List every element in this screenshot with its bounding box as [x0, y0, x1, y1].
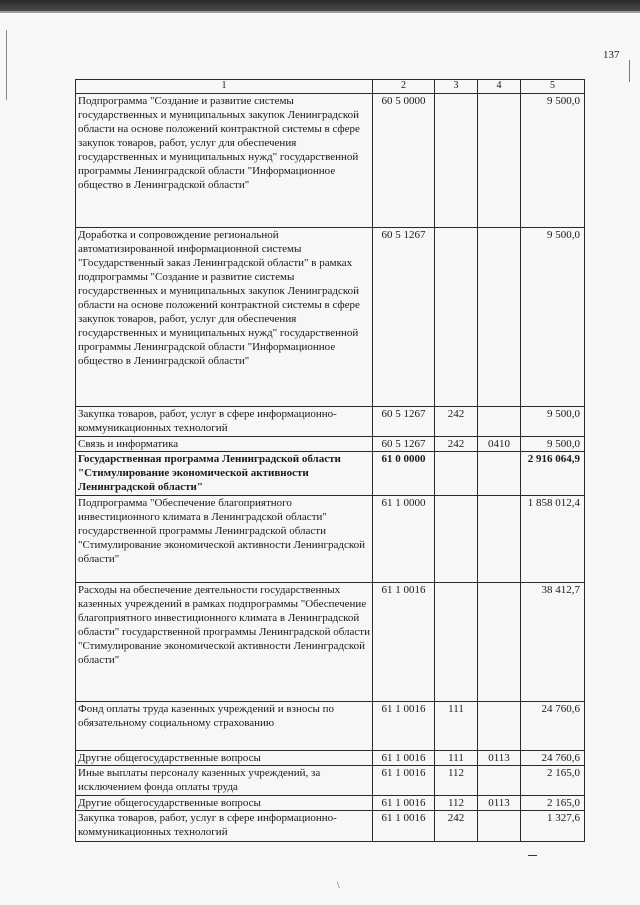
row-code: 60 5 1267 [373, 228, 435, 407]
row-code: 61 1 0016 [373, 583, 435, 702]
table-row [76, 452, 585, 496]
header-col-2: 2 [373, 80, 435, 94]
row-name: Расходы на обеспечение деятельности государственных казенных учреждений в рамках подпрограммы "Обеспечение благоприятного инвестиционного климата в Ленинградской области" государственной программы Ленинградской области "Стимулирование экономической активности Ленинградской области" [76, 583, 373, 702]
row-section [478, 94, 521, 228]
row-section [478, 407, 521, 437]
row-amount: 24 760,6 [521, 702, 585, 751]
header-col-4: 4 [478, 80, 521, 94]
row-code: 60 5 0000 [373, 94, 435, 228]
row-amount: 2 916 064,9 [521, 452, 585, 496]
header-col-3: 3 [435, 80, 478, 94]
row-name: Связь и информатика [76, 437, 373, 452]
scan-top-line [0, 11, 640, 13]
row-type: 242 [435, 407, 478, 437]
row-amount: 1 327,6 [521, 811, 585, 842]
row-code: 61 1 0016 [373, 751, 435, 766]
row-name: Закупка товаров, работ, услуг в сфере информационно-коммуникационных технологий [76, 811, 373, 842]
row-code: 61 1 0000 [373, 496, 435, 583]
row-section: 0113 [478, 751, 521, 766]
scan-top-bar [0, 0, 640, 11]
row-code: 61 1 0016 [373, 702, 435, 751]
row-code: 61 0 0000 [373, 452, 435, 496]
row-section [478, 811, 521, 842]
table-header-row [76, 80, 585, 94]
header-col-1: 1 [76, 80, 373, 94]
row-code: 61 1 0016 [373, 796, 435, 811]
row-name: Подпрограмма "Создание и развитие системы государственных и муниципальных закупок Ленинградской области на основе положений контрактной системы в сфере закупок товаров, работ, услуг для обеспечения государственных и муниципальных нужд" государственной программы Ленинградской области "Информационное общество в Ленинградской области" [76, 94, 373, 228]
row-section: 0410 [478, 437, 521, 452]
row-code: 60 5 1267 [373, 407, 435, 437]
row-type: 242 [435, 811, 478, 842]
table-row [76, 796, 585, 811]
row-type: 242 [435, 437, 478, 452]
table-row [76, 496, 585, 583]
page-number: 137 [603, 49, 620, 61]
table-row [76, 702, 585, 751]
row-type: 111 [435, 751, 478, 766]
footer-dash [528, 855, 537, 856]
row-section [478, 452, 521, 496]
table-row [76, 94, 585, 228]
header-col-5: 5 [521, 80, 585, 94]
row-section [478, 766, 521, 796]
budget-table [75, 79, 585, 842]
row-name: Государственная программа Ленинградской области "Стимулирование экономической активности Ленинградской области" [76, 452, 373, 496]
table-row [76, 407, 585, 437]
row-name: Доработка и сопровождение региональной автоматизированной информационной системы "Государственный заказ Ленинградской области" в рамках подпрограммы "Создание и развитие системы государственных и муниципальных закупок Ленинградской области на основе положений контрактной системы в сфере закупок товаров, работ, услуг для обеспечения государственных и муниципальных нужд" государственной программы Ленинградской области "Информационное общество в Ленинградской области" [76, 228, 373, 407]
row-section [478, 702, 521, 751]
row-type: 111 [435, 702, 478, 751]
row-amount: 2 165,0 [521, 766, 585, 796]
table-row [76, 811, 585, 842]
row-amount: 9 500,0 [521, 437, 585, 452]
row-amount: 2 165,0 [521, 796, 585, 811]
table-row [76, 583, 585, 702]
row-type [435, 496, 478, 583]
row-section [478, 496, 521, 583]
row-name: Другие общегосударственные вопросы [76, 796, 373, 811]
row-name: Иные выплаты персоналу казенных учреждений, за исключением фонда оплаты труда [76, 766, 373, 796]
row-code: 60 5 1267 [373, 437, 435, 452]
row-type [435, 452, 478, 496]
row-section: 0113 [478, 796, 521, 811]
table-row [76, 228, 585, 407]
row-type: 112 [435, 796, 478, 811]
row-type [435, 228, 478, 407]
row-type [435, 583, 478, 702]
row-amount: 24 760,6 [521, 751, 585, 766]
footer-mark: \ [337, 880, 340, 890]
row-amount: 9 500,0 [521, 94, 585, 228]
row-section [478, 228, 521, 407]
row-name: Подпрограмма "Обеспечение благоприятного инвестиционного климата в Ленинградской области" государственной программы Ленинградской области "Стимулирование экономической активности Ленинградской области" [76, 496, 373, 583]
table-row [76, 437, 585, 452]
row-amount: 38 412,7 [521, 583, 585, 702]
row-type: 112 [435, 766, 478, 796]
row-name: Фонд оплаты труда казенных учреждений и взносы по обязательному социальному страхованию [76, 702, 373, 751]
row-section [478, 583, 521, 702]
row-amount: 9 500,0 [521, 228, 585, 407]
row-name: Другие общегосударственные вопросы [76, 751, 373, 766]
scan-right-mark [629, 60, 630, 82]
table-row [76, 751, 585, 766]
row-type [435, 94, 478, 228]
row-code: 61 1 0016 [373, 766, 435, 796]
table-row [76, 766, 585, 796]
row-amount: 9 500,0 [521, 407, 585, 437]
row-name: Закупка товаров, работ, услуг в сфере информационно-коммуникационных технологий [76, 407, 373, 437]
row-amount: 1 858 012,4 [521, 496, 585, 583]
scan-left-mark [6, 30, 7, 100]
row-code: 61 1 0016 [373, 811, 435, 842]
